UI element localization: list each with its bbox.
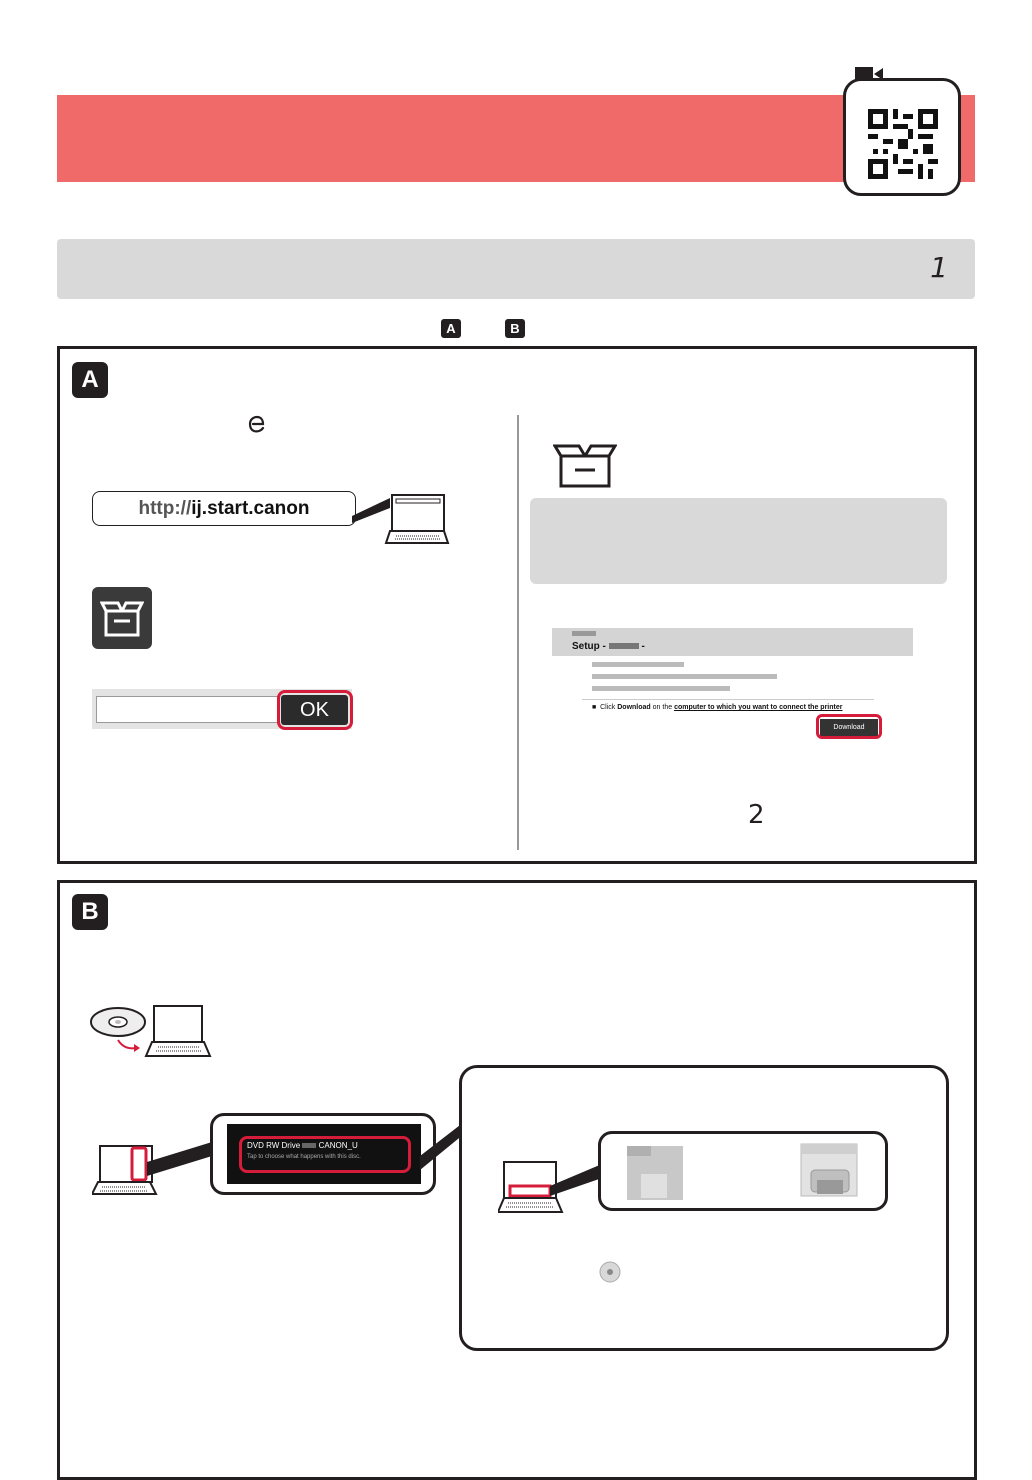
blurred-text (592, 686, 730, 691)
edge-browser-icon (248, 414, 266, 434)
box-outline-icon (553, 440, 617, 490)
dvd-subtitle: Tap to choose what happens with this disc. (247, 1154, 361, 1160)
url-box[interactable] (92, 491, 356, 526)
setup-title: Setup - - (572, 641, 645, 652)
next-step-number: 2 (748, 800, 765, 830)
folder-icon[interactable] (625, 1144, 685, 1202)
download-highlight (816, 714, 882, 739)
option-a-badge: A (441, 319, 461, 338)
laptop-dock-icon (498, 1160, 606, 1216)
laptop-notification-icon (92, 1110, 222, 1196)
box-icon (100, 597, 144, 639)
blurred-text (592, 674, 777, 679)
disc-icon (599, 1261, 621, 1283)
ok-highlight (277, 690, 353, 730)
name-input[interactable] (96, 696, 278, 723)
column-divider (517, 415, 519, 850)
dvd-notification-popup (210, 1113, 436, 1195)
note-box (530, 498, 947, 584)
click-download-instruction: ■ Click Download on the computer to which you want to connect the printer (592, 704, 843, 711)
section-b-badge: B (72, 894, 108, 930)
laptop-icon (352, 490, 450, 546)
setup-app-icon[interactable] (92, 587, 152, 649)
step-glyph: 1 (930, 251, 948, 284)
title-banner (57, 95, 975, 182)
blurred-text (592, 662, 684, 667)
section-a-badge: A (72, 362, 108, 398)
option-b-badge: B (505, 319, 525, 338)
finder-popup (598, 1131, 888, 1211)
qr-code-icon (868, 109, 938, 179)
download-screenshot (552, 628, 913, 738)
disc-insert-icon (90, 1002, 212, 1060)
url-prefix: http:// (138, 497, 192, 519)
dvd-title: DVD RW Drive CANON_U (247, 1141, 358, 1150)
qr-code-frame[interactable] (843, 78, 961, 196)
rule (582, 699, 874, 700)
dvd-notification[interactable] (227, 1124, 421, 1184)
step-bar (57, 239, 975, 299)
download-button[interactable]: Download (820, 719, 878, 736)
ok-button[interactable]: OK (281, 695, 348, 725)
url-host: ij.start.canon (191, 497, 310, 519)
printer-installer-icon[interactable] (797, 1142, 861, 1202)
blurred-text (572, 631, 596, 636)
